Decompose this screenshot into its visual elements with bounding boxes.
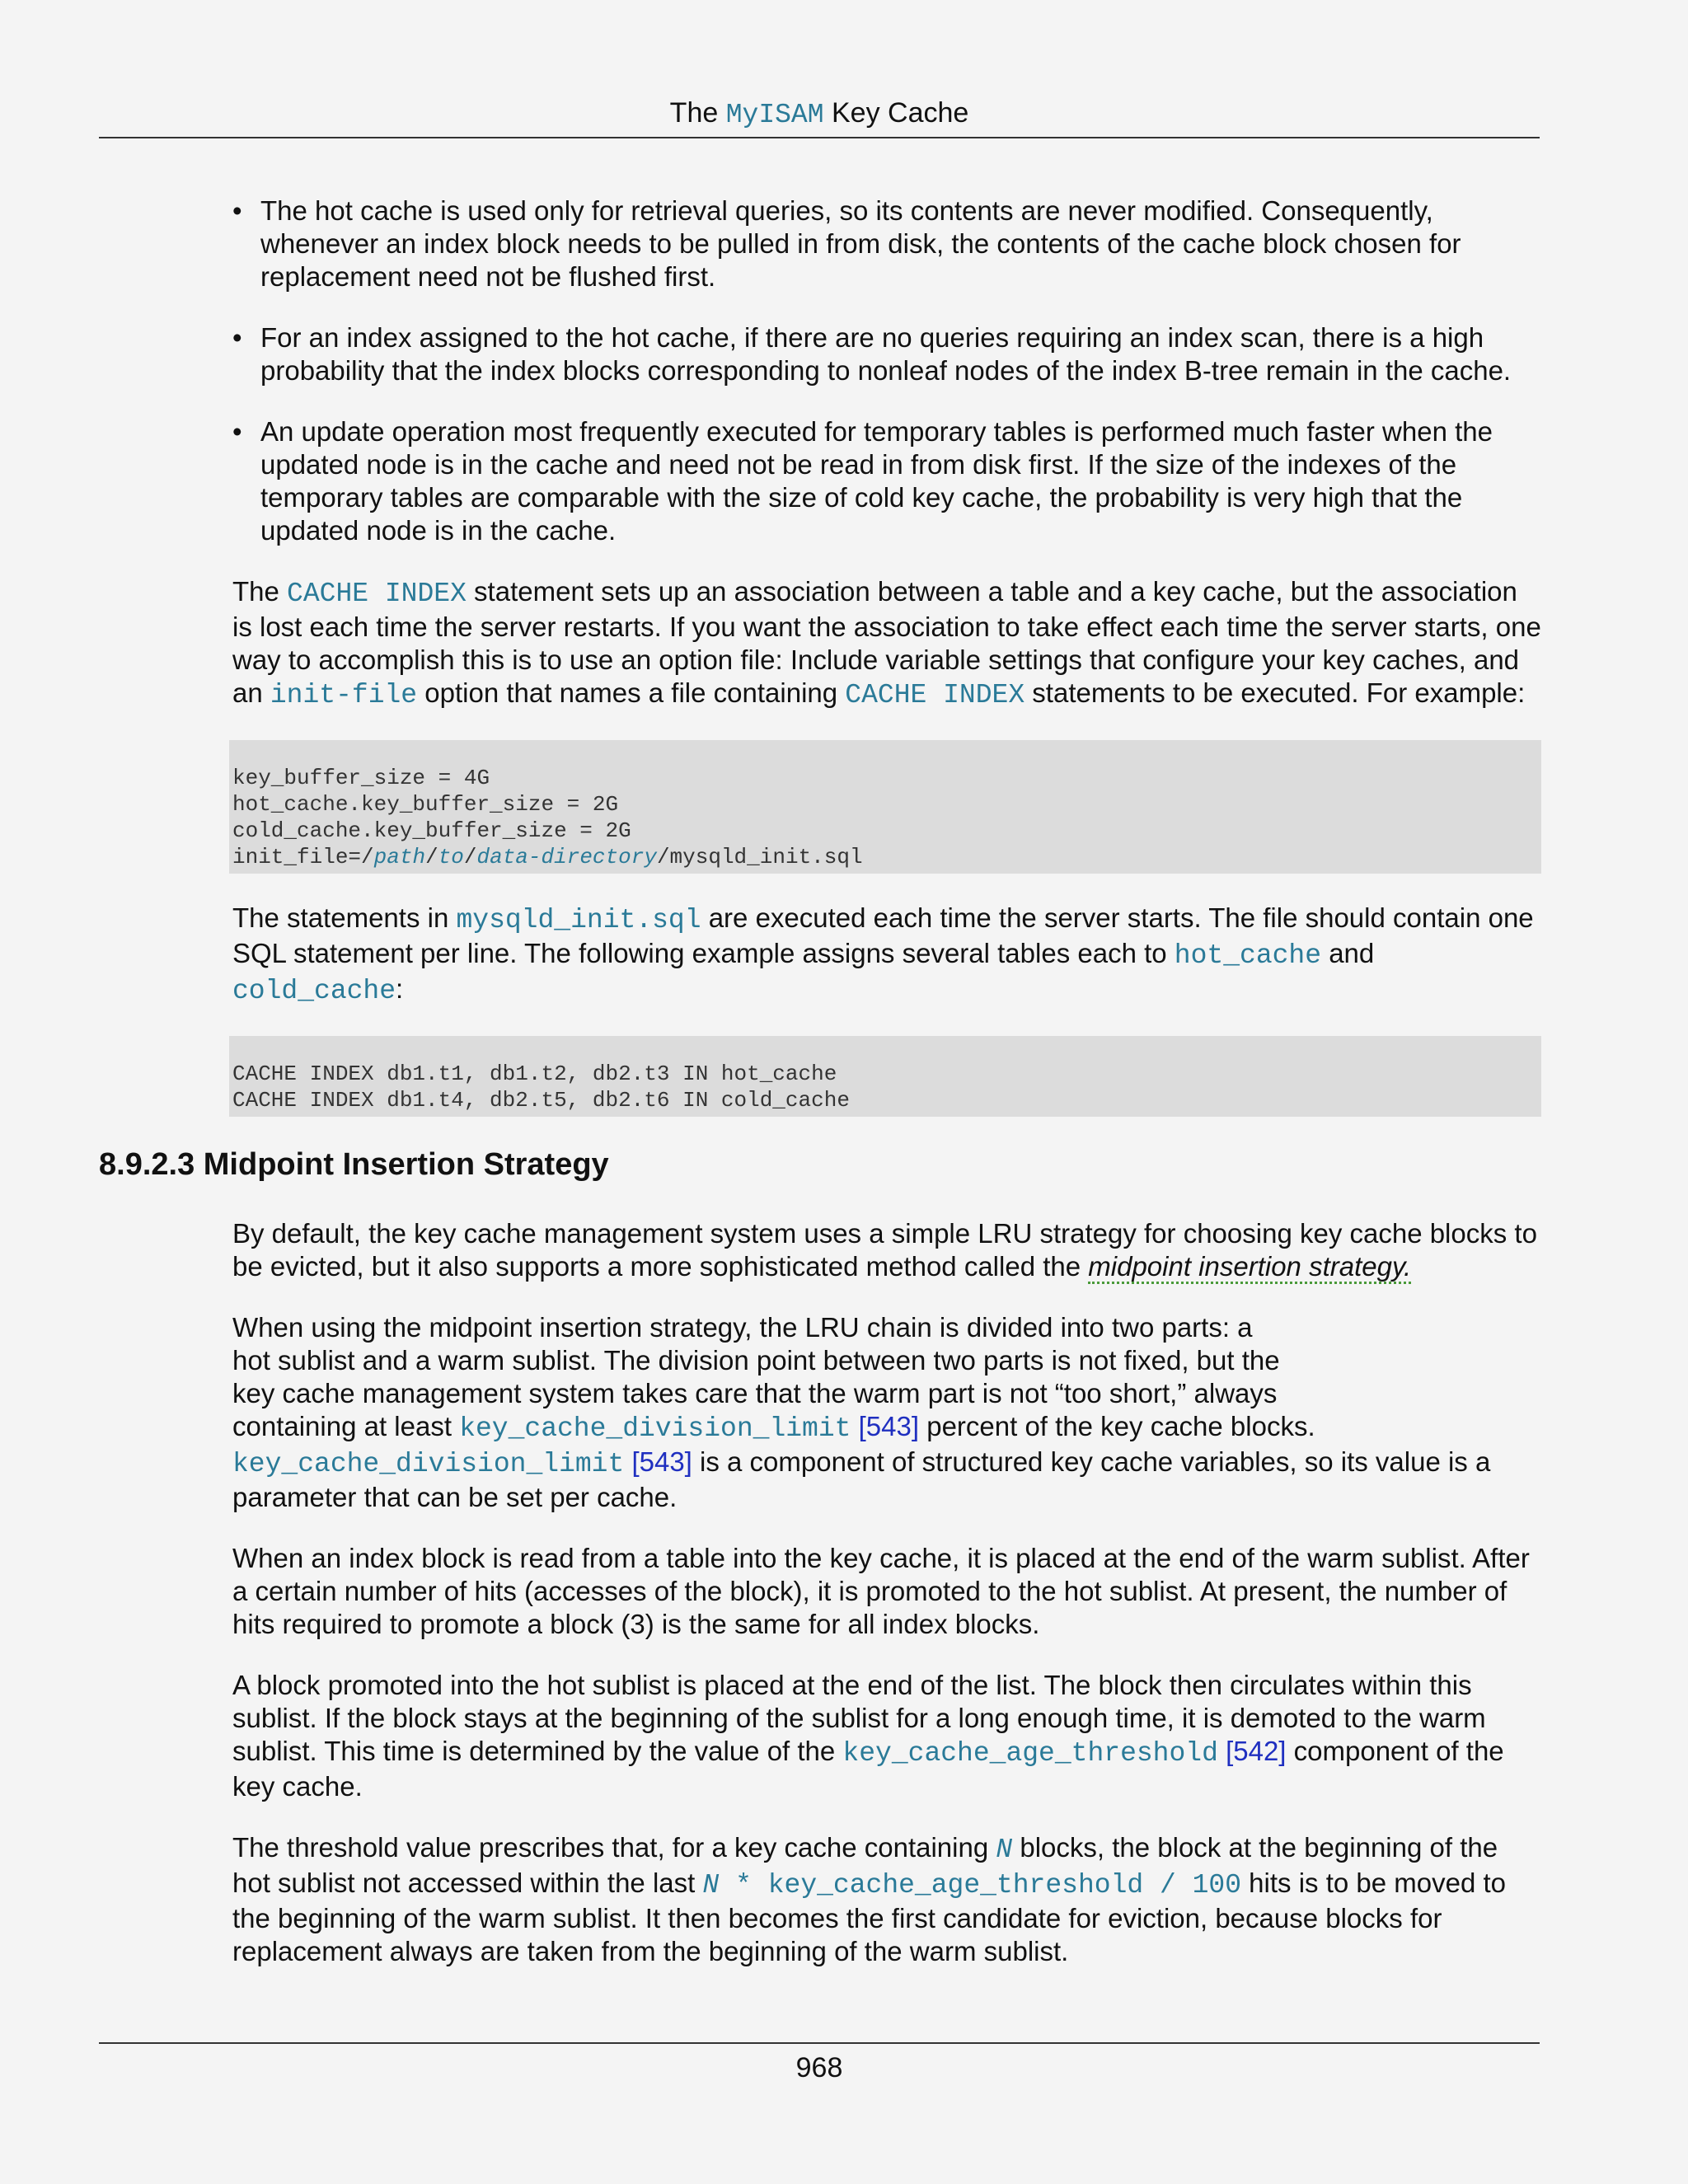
paragraph-init-sql [232,902,1543,1008]
code-placeholder-to: to [438,845,464,869]
page-ref-link-3[interactable]: [542] [1217,1736,1287,1766]
text-run: The threshold value prescribes that, for a key cache containing [232,1832,996,1863]
code-placeholder-data-directory: data-directory [476,845,657,869]
code-block-cache-index [229,1036,1541,1117]
code-line [232,845,863,869]
text-run: containing at least [232,1411,460,1441]
code-expression: * key_cache_age_threshold / 100 [719,1870,1241,1900]
page-ref-link[interactable]: [543] [851,1411,920,1441]
code-line: key_buffer_size = 4G [232,766,490,790]
variable-n-2: N [702,1870,720,1900]
code-text: /mysqld_init.sql [656,845,863,869]
running-header [99,92,1540,136]
page-ref-link-2[interactable]: [543] [624,1446,692,1477]
text-run: When using the midpoint insertion strategy, the LRU chain is divided into two parts: a [232,1312,1253,1343]
code-link-cache-index-2[interactable]: CACHE INDEX [845,680,1025,710]
code-link-age-threshold[interactable]: key_cache_age_threshold [842,1738,1218,1769]
code-line: CACHE INDEX db1.t4, db2.t5, db2.t6 IN cold_cache [232,1088,850,1113]
code-text: / [463,845,477,869]
paragraph-demotion [232,1669,1543,1803]
code-link-hot-cache[interactable]: hot_cache [1174,940,1322,971]
header-prefix: The [669,97,726,129]
text-run: component of the key cache. [232,1736,1504,1802]
variable-n: N [996,1835,1013,1865]
text-run: hot sublist and a warm sublist. The division point between two parts is not fixed, but the [232,1345,1280,1376]
code-link-division-limit-2[interactable]: key_cache_division_limit [232,1449,625,1479]
paragraph-midpoint [232,1311,1543,1514]
list-item: • The hot cache is used only for retrieval queries, so its contents are never modified. Consequently, whenever an index block needs to be pulled in from disk, the contents of the cache block chosen for replacement need not be flushed first. [232,194,1543,293]
text-run: The statements in [232,902,457,933]
paragraph-default-lru [232,1217,1543,1283]
text-run: hits is to be moved to the beginning of the warm sublist. It then becomes the first candidate for eviction, because blocks for replacement always are taken from the beginning of the warm sublist. [232,1868,1506,1966]
text-run: percent of the key cache blocks. [919,1411,1315,1441]
code-text: / [425,845,438,869]
code-line: CACHE INDEX db1.t1, db1.t2, db2.t3 IN hot_cache [232,1062,837,1086]
header-suffix: Key Cache [823,97,969,129]
code-link-mysqld-init[interactable]: mysqld_init.sql [456,905,701,935]
code-line: hot_cache.key_buffer_size = 2G [232,792,619,817]
text-run: statements to be executed. For example: [1025,677,1526,708]
text-run: By default, the key cache management system uses a simple LRU strategy for choosing key cache blocks to be evicted, but it also supports a more sophisticated method called the [232,1218,1537,1282]
code-text: init_file=/ [232,845,374,869]
header-code: MyISAM [725,100,824,130]
text-run: key cache management system takes care that the warm part is not “too short,” always [232,1378,1278,1408]
text-run: The [232,576,288,607]
list-item: • For an index assigned to the hot cache, if there are no queries requiring an index scan, there is a high probability that the index blocks corresponding to nonleaf nodes of the index B-tree remain in the cache. [232,321,1543,387]
text-run: and [1321,938,1375,968]
code-link-cold-cache[interactable]: cold_cache [232,976,396,1006]
header-divider [99,137,1540,138]
code-line: cold_cache.key_buffer_size = 2G [232,818,631,843]
code-link-division-limit[interactable]: key_cache_division_limit [459,1413,851,1444]
list-item: • An update operation most frequently executed for temporary tables is performed much faster when the updated node is in the cache and need not be read in from disk first. If the size of the indexes of the temporary tables are comparable with the size of cold key cache, the probability is very high that the updated node is in the cache. [232,415,1543,547]
text-run: option that names a file containing [417,677,846,708]
text-run: statement sets up an association between a table and a key cache, but the association is lost each time the server restarts. If you want the association to take effect each time the server starts, one way to accomplish this is to use an option file: Include variable settings that configure your key caches, and an [232,576,1541,708]
text-run: A block promoted into the hot sublist is placed at the end of the list. The block then circulates within this sublist. If the block stays at the beginning of the sublist for a long enough time, it is demoted to the warm sublist. This time is determined by the value of the [232,1670,1486,1766]
bullet-list [232,194,1543,547]
text-run: are executed each time the server starts. The file should contain one SQL statement per line. The following example assigns several tables each to [232,902,1534,968]
code-block-config [229,740,1541,874]
footer-divider [99,2042,1540,2044]
code-link-cache-index[interactable]: CACHE INDEX [287,579,467,609]
text-run: : [396,973,404,1004]
glossary-term-midpoint[interactable]: midpoint insertion strategy. [1088,1251,1411,1284]
text-run: is a component of structured key cache variables, so its value is a parameter that can be set per cache. [232,1446,1491,1512]
paragraph-promotion: When an index block is read from a table into the key cache, it is placed at the end of the warm sublist. After a certain number of hits (accesses of the block), it is promoted to the hot sublist. At present, the number of hits required to promote a block (3) is the same for all index blocks. [232,1543,1530,1639]
text-run: blocks, the block at the beginning of the hot sublist not accessed within the last [232,1832,1498,1898]
section-heading: 8.9.2.3 Midpoint Insertion Strategy [99,1147,609,1182]
code-link-init-file[interactable]: init-file [270,680,418,710]
page-number: 968 [795,2052,843,2083]
paragraph-threshold [232,1831,1543,1968]
main-content [99,194,1543,1996]
code-placeholder-path: path [373,845,426,869]
paragraph-cache-index [232,575,1543,712]
